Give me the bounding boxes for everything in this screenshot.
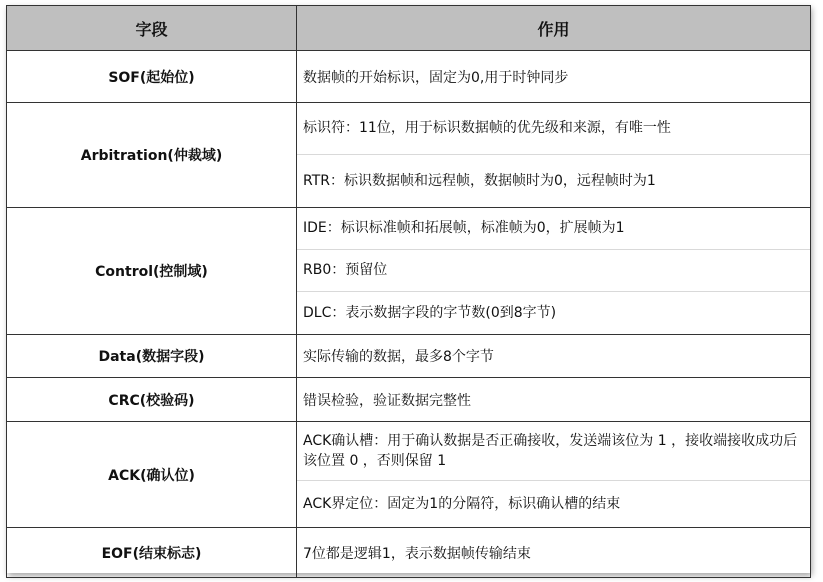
role-cell: 数据帧的开始标识，固定为0,用于时钟同步 <box>297 51 811 103</box>
role-cell <box>297 103 811 208</box>
role-subitem: ACK确认槽：用于确认数据是否正确接收，发送端该位为 1 ，接收端接收成功后该位置 0 ，否则保留 1 <box>297 422 810 481</box>
role-subitem: RB0：预留位 <box>297 250 810 292</box>
field-cell: CRC(校验码) <box>7 378 297 422</box>
role-cell: 实际传输的数据，最多8个字节 <box>297 335 811 378</box>
field-cell: Control(控制域) <box>7 208 297 335</box>
role-cell: 7位都是逻辑1，表示数据帧传输结束 <box>297 528 811 578</box>
table-header-row <box>7 6 811 51</box>
role-subitem: RTR：标识数据帧和远程帧，数据帧时为0，远程帧时为1 <box>303 172 656 189</box>
role-cell <box>297 208 811 335</box>
field-cell: SOF(起始位) <box>7 51 297 103</box>
role-subitem: ACK界定位：固定为1的分隔符，标识确认槽的结束 <box>303 495 621 512</box>
table-row <box>7 378 811 422</box>
table-row <box>7 103 811 208</box>
header-role: 作用 <box>297 6 811 51</box>
field-cell: Arbitration(仲裁域) <box>7 103 297 208</box>
table-row <box>7 208 811 335</box>
role-subitem: DLC：表示数据字段的字节数(0到8字节) <box>303 304 557 321</box>
role-subitem: 标识符：11位，用于标识数据帧的优先级和来源，有唯一性 <box>297 103 810 155</box>
can-frame-table <box>6 5 811 578</box>
table-row <box>7 335 811 378</box>
field-cell: Data(数据字段) <box>7 335 297 378</box>
field-cell: EOF(结束标志) <box>7 528 297 578</box>
can-frame-table-container <box>6 5 810 573</box>
table-row <box>7 528 811 578</box>
field-cell: ACK(确认位) <box>7 422 297 528</box>
header-field: 字段 <box>7 6 297 51</box>
table-row <box>7 51 811 103</box>
role-cell <box>297 422 811 528</box>
table-row <box>7 422 811 528</box>
role-cell: 错误检验，验证数据完整性 <box>297 378 811 422</box>
role-subitem: IDE：标识标准帧和拓展帧，标准帧为0，扩展帧为1 <box>297 208 810 250</box>
